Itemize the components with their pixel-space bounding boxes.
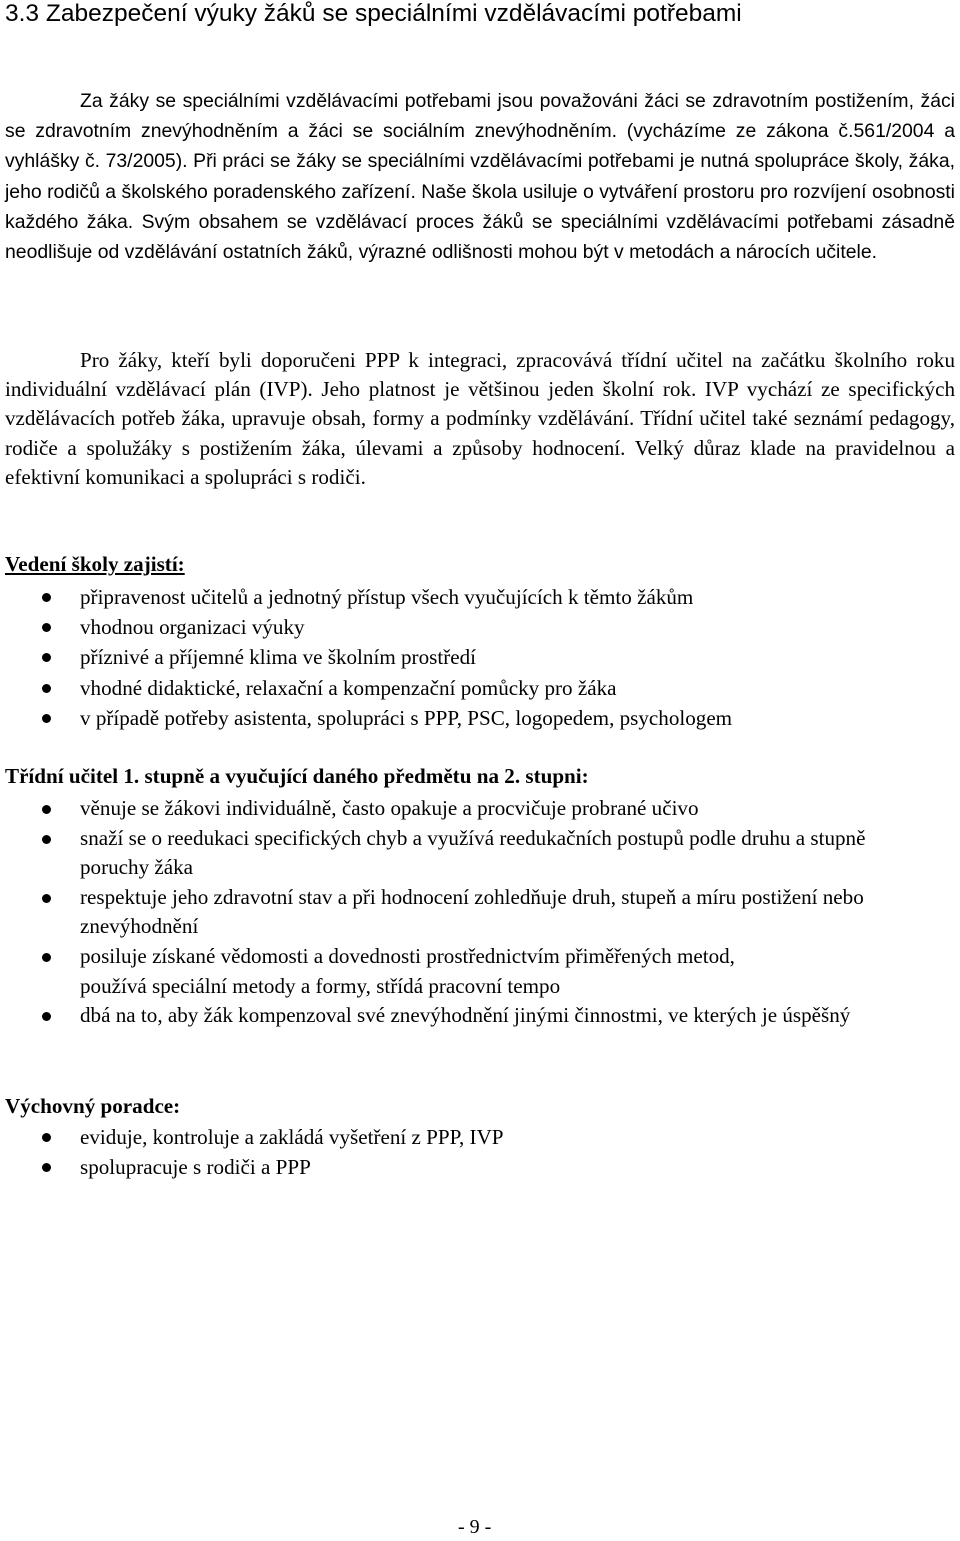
list-item: vhodné didaktické, relaxační a kompenzační pomůcky pro žáka xyxy=(0,673,960,703)
list-item: posiluje získané vědomosti a dovednosti prostřednictvím přiměřených metod, používá speciální metody a formy, střídá pracovní tempo xyxy=(0,942,960,1001)
bullet-icon xyxy=(42,684,51,693)
bullet-icon xyxy=(42,1163,51,1172)
section-title-class-teacher: Třídní učitel 1. stupně a vyučující daného předmětu na 2. stupni: xyxy=(5,764,589,788)
list-item: příznivé a příjemné klima ve školním prostředí xyxy=(0,642,960,672)
list-item: snaží se o reedukaci specifických chyb a využívá reedukačních postupů podle druhu a stupně poruchy žáka xyxy=(0,824,960,883)
list-item: spolupracuje s rodiči a PPP xyxy=(0,1152,960,1182)
bullet-icon xyxy=(42,953,51,962)
document-page: 3.3 Zabezpečení výuky žáků se speciálními vzdělávacími potřebami Za žáky se speciálními vzdělávacími potřebami jsou považováni žáci se zdravotním postižením, žáci se zdravotním znevýhodněním a žáci se sociálním znevýhodněním. (vycházíme ze zákona č.561/2004 a vyhlášky č. 73/2005). Při práci se žáky se speciálními vzdělávacími potřebami je nutná spolupráce školy, žáka, jeho rodičů a školského poradenského zařízení. Naše škola usiluje o vytváření prostoru pro rozvíjení osobnosti každého žáka. Svým obsahem se vzdělávací proces žáků se speciálními vzdělávacími potřebami zásadně neodlišuje od vzdělávání ostatních žáků, výrazné odlišnosti mohou být v metodách a nárocích učitele. Pro žáky, kteří byli doporučeni PPP k integraci, zpracovává třídní učitel na začátku školního roku individuální vzdělávací plán (IVP). Jeho platnost je většinou jeden školní rok. IVP vychází ze specifických vzdělávacích potřeb žáka, upravuje obsah, formy a podmínky vzdělávání. Třídní učitel také seznámí pedagogy, rodiče a spolužáky s postižením žáka, úlevami a způsoby hodnocení. Velký důraz klade na pravidelnou a efektivní komunikaci a spolupráci s rodiči. Vedení školy zajistí: připravenost učitelů a jednotný přístup všech vyučujících k těmto žákům vhodnou organizaci výuky příznivé a příjemné klima ve školním prostředí vhodné didaktické, relaxační a kompenzační pomůcky pro žáka v případě potřeby asistenta, spolupráci s PPP, PSC, logopedem, psychologem Třídní učitel 1. stupně a vyučující daného předmětu na 2. stupni: věnuje se žákovi individuálně, často opakuje a procvičuje probrané učivo snaží se o reedukaci specifických chyb a využívá reedukačních postupů podle druhu a stupně poruchy žáka respektuje jeho zdravotní stav a při hodnocení zohledňuje druh, stupeň a míru postižení nebo znevýhodnění posiluje získané vědomosti a dovednosti prostřednictvím přiměřených metod, používá speciální metody a formy, střídá pracovní tempo dbá na to, aby žák kompenzoval své znevýhodnění jinými činnostmi, ve kterých je úspěšný Výchovný poradce: eviduje, kontroluje a zakládá vyšetření z PPP, IVP spolupracuje s rodiči a PPP - 9 - xyxy=(0,0,960,1537)
bullet-icon xyxy=(42,593,51,602)
bullet-icon xyxy=(42,623,51,632)
list-item: v případě potřeby asistenta, spolupráci s PPP, PSC, logopedem, psychologem xyxy=(0,703,960,733)
bullet-icon xyxy=(42,1012,51,1021)
list-item: respektuje jeho zdravotní stav a při hodnocení zohledňuje druh, stupeň a míru postižení nebo znevýhodnění xyxy=(0,883,960,942)
list-item: eviduje, kontroluje a zakládá vyšetření z PPP, IVP xyxy=(0,1122,960,1152)
school-management-list xyxy=(0,582,960,733)
list-item: věnuje se žákovi individuálně, často opakuje a procvičuje probrané učivo xyxy=(0,794,960,824)
section-heading: 3.3 Zabezpečení výuky žáků se speciálními vzdělávacími potřebami xyxy=(5,0,742,27)
class-teacher-list xyxy=(0,794,960,1031)
list-item: připravenost učitelů a jednotný přístup všech vyučujících k těmto žákům xyxy=(0,582,960,612)
bullet-icon xyxy=(42,653,51,662)
section-title-school-management: Vedení školy zajistí: xyxy=(5,552,185,576)
list-item: vhodnou organizaci výuky xyxy=(0,612,960,642)
counselor-list xyxy=(0,1122,960,1182)
bullet-icon xyxy=(42,894,51,903)
section-title-counselor: Výchovný poradce: xyxy=(5,1094,181,1118)
bullet-icon xyxy=(42,714,51,723)
intro-paragraph: Za žáky se speciálními vzdělávacími potřebami jsou považováni žáci se zdravotním postižením, žáci se zdravotním znevýhodněním a žáci se sociálním znevýhodněním. (vycházíme ze zákona č.561/2004 a vyhlášky č. 73/2005). Při práci se žáky se speciálními vzdělávacími potřebami je nutná spolupráce školy, žáka, jeho rodičů a školského poradenského zařízení. Naše škola usiluje o vytváření prostoru pro rozvíjení osobnosti každého žáka. Svým obsahem se vzdělávací proces žáků se speciálními vzdělávacími potřebami zásadně neodlišuje od vzdělávání ostatních žáků, výrazné odlišnosti mohou být v metodách a nárocích učitele. xyxy=(5,90,955,264)
ivp-paragraph: Pro žáky, kteří byli doporučeni PPP k integraci, zpracovává třídní učitel na začátku školního roku individuální vzdělávací plán (IVP). Jeho platnost je většinou jeden školní rok. IVP vychází ze specifických vzdělávacích potřeb žáka, upravuje obsah, formy a podmínky vzdělávání. Třídní učitel také seznámí pedagogy, rodiče a spolužáky s postižením žáka, úlevami a způsoby hodnocení. Velký důraz klade na pravidelnou a efektivní komunikaci a spolupráci s rodiči. xyxy=(5,348,955,489)
bullet-icon xyxy=(42,805,51,814)
bullet-icon xyxy=(42,835,51,844)
list-item: dbá na to, aby žák kompenzoval své znevýhodnění jinými činnostmi, ve kterých je úspěšný xyxy=(0,1001,960,1031)
bullet-icon xyxy=(42,1133,51,1142)
